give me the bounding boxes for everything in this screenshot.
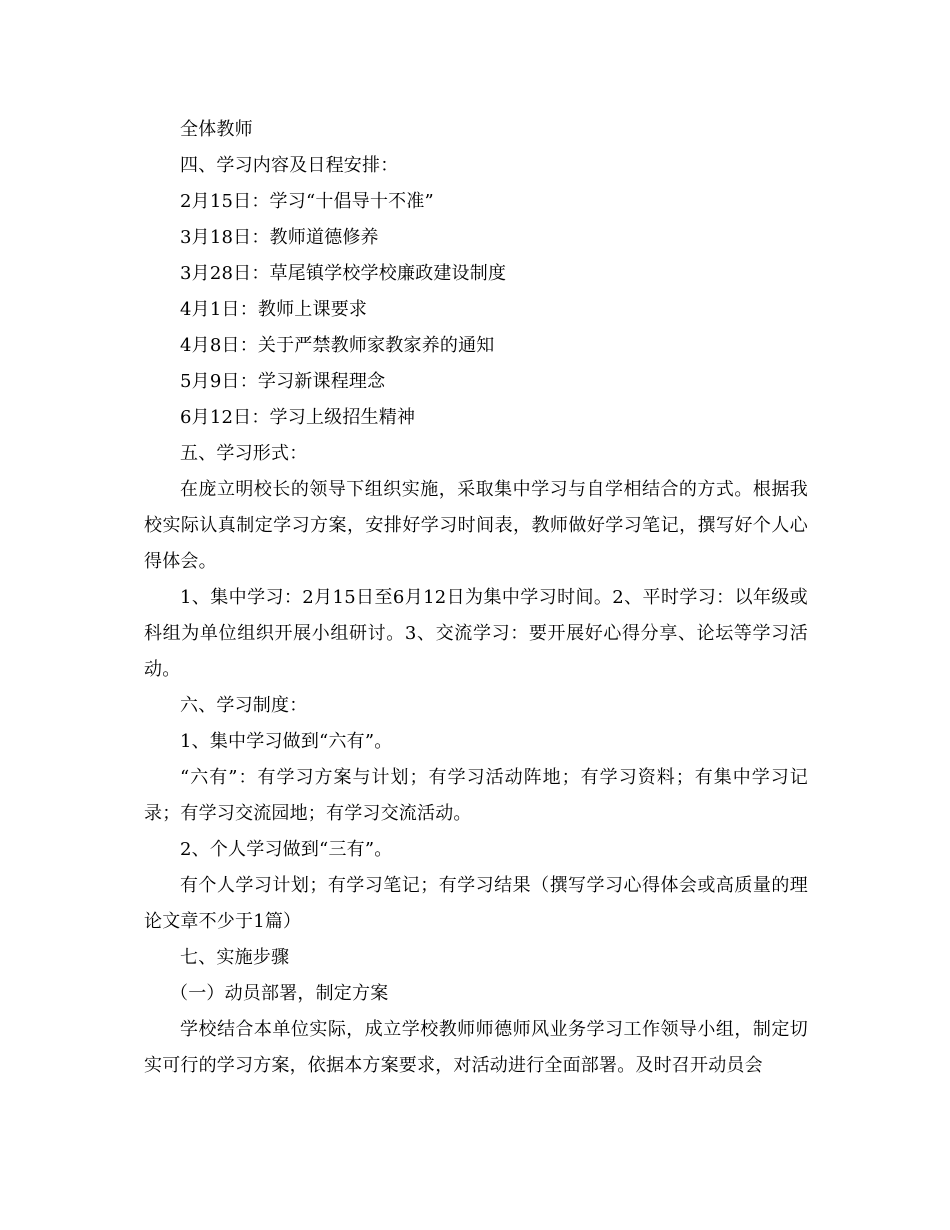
heading-section-5: 五、学习形式：: [180, 443, 308, 464]
paragraph-three-haves: 有个人学习计划；有学习笔记；有学习结果（撰写学习心得体会或高质量的理论文章不少于1篇）: [144, 875, 808, 932]
subheading-step-1: （一）动员部署，制定方案: [170, 983, 389, 1004]
heading-section-4: 四、学习内容及日程安排：: [180, 155, 399, 176]
paragraph-step-1: 学校结合本单位实际，成立学校教师师德师风业务学习工作领导小组，制定切实可行的学习方案，依据本方案要求，对活动进行全面部署。及时召开动员会: [144, 1019, 808, 1076]
schedule-item: 4月1日：教师上课要求: [180, 299, 368, 320]
heading-section-7: 七、实施步骤: [180, 947, 290, 968]
schedule-item: 5月9日：学习新课程理念: [180, 371, 386, 392]
rule-item: 1、集中学习做到“六有”。: [180, 731, 393, 752]
schedule-item: 6月12日：学习上级招生精神: [180, 407, 416, 428]
paragraph-study-format: 在庞立明校长的领导下组织实施，采取集中学习与自学相结合的方式。根据我校实际认真制定学习方案，安排好学习时间表，教师做好学习笔记，撰写好个人心得体会。: [144, 479, 808, 572]
schedule-item: 3月28日：草尾镇学校学校廉政建设制度: [180, 263, 507, 284]
document-body: [144, 112, 808, 1084]
schedule-item: 2月15日：学习“十倡导十不准”: [180, 191, 434, 212]
rule-item: 2、个人学习做到“三有”。: [180, 839, 393, 860]
paragraph-six-haves: “六有”：有学习方案与计划；有学习活动阵地；有学习资料；有集中学习记录；有学习交流园地；有学习交流活动。: [144, 767, 808, 824]
schedule-item: 3月18日：教师道德修养: [180, 227, 379, 248]
paragraph-target-audience: 全体教师: [180, 119, 253, 140]
paragraph-study-types: 1、集中学习：2月15日至6月12日为集中学习时间。2、平时学习：以年级或科组为单位组织开展小组研讨。3、交流学习：要开展好心得分享、论坛等学习活动。: [144, 587, 808, 680]
schedule-item: 4月8日：关于严禁教师家教家养的通知: [180, 335, 495, 356]
heading-section-6: 六、学习制度：: [180, 695, 308, 716]
